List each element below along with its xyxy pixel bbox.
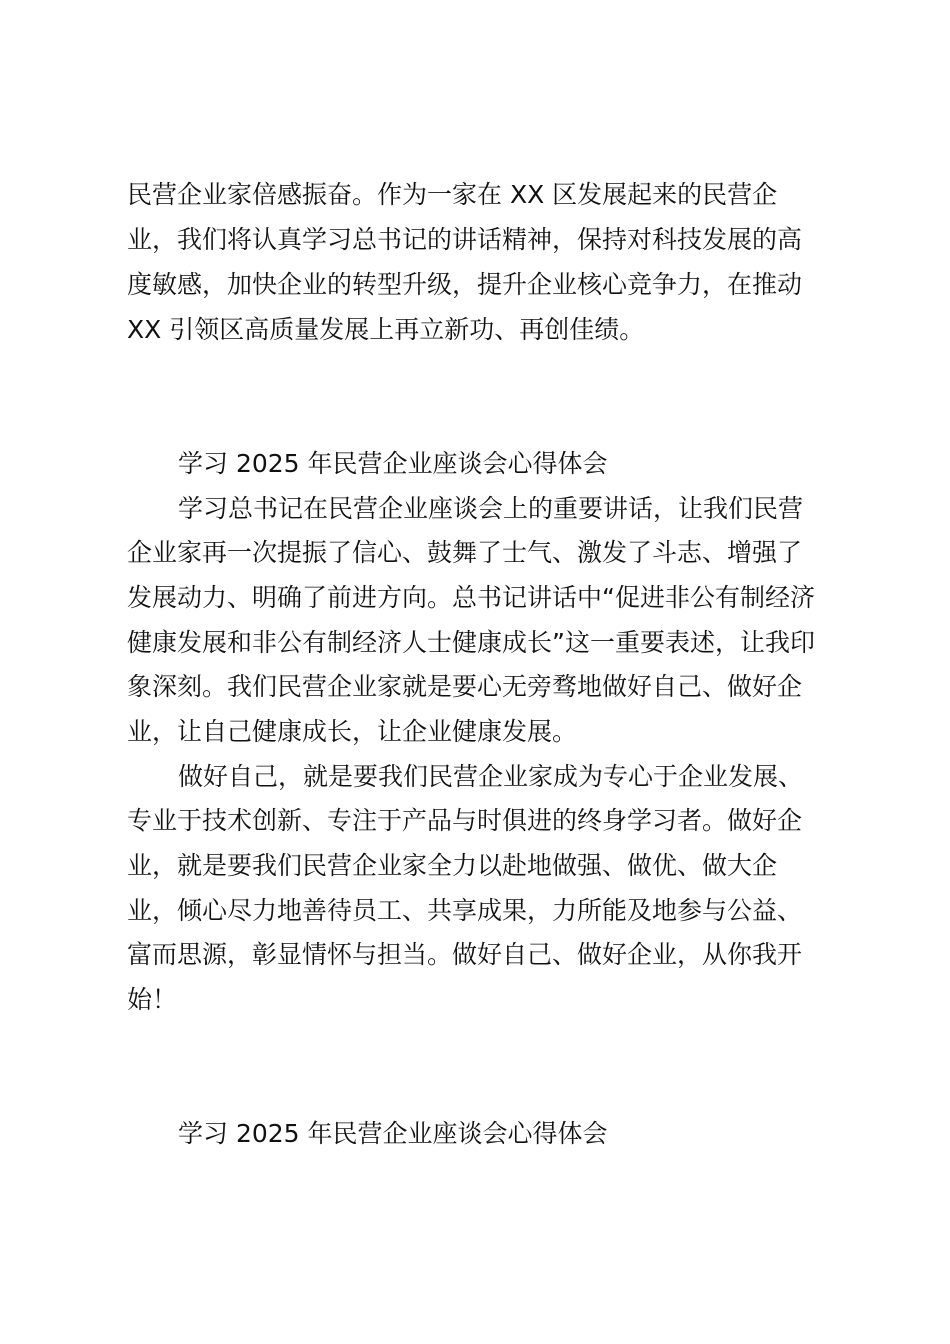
paragraph-3-line-6: 始！ — [127, 985, 178, 1014]
paragraph-2-line-6: 业，让自己健康成长，让企业健康发展。 — [127, 717, 578, 746]
paragraph-3-line-3: 业，就是要我们民营企业家全力以赴地做强、做优、做大企 — [127, 851, 778, 880]
paragraph-2-line-4: 健康发展和非公有制经济人士健康成长”这一重要表述，让我印 — [127, 628, 815, 657]
paragraph-2-line-1: 学习总书记在民营企业座谈会上的重要讲话，让我们民营 — [178, 494, 804, 523]
paragraph-1-line-1: 民营企业家倍感振奋。作为一家在 XX 区发展起来的民营企 — [127, 180, 778, 209]
paragraph-3-line-5: 富而思源，彰显情怀与担当。做好自己、做好企业，从你我开 — [127, 940, 803, 969]
paragraph-1-line-3: 度敏感，加快企业的转型升级，提升企业核心竞争力，在推动 — [127, 270, 803, 299]
paragraph-3-line-1: 做好自己，就是要我们民营企业家成为专心于企业发展、 — [178, 762, 804, 791]
section-title-1: 学习 2025 年民营企业座谈会心得体会 — [178, 449, 608, 478]
paragraph-2-line-2: 企业家再一次提振了信心、鼓舞了士气、激发了斗志、增强了 — [127, 538, 803, 567]
paragraph-2-line-3: 发展动力、明确了前进方向。总书记讲话中“促进非公有制经济 — [127, 583, 815, 612]
paragraph-1-line-4: XX 引领区高质量发展上再立新功、再创佳绩。 — [127, 315, 645, 344]
section-title-2: 学习 2025 年民营企业座谈会心得体会 — [178, 1119, 608, 1148]
paragraph-1-line-2: 业，我们将认真学习总书记的讲话精神，保持对科技发展的高 — [127, 225, 803, 254]
paragraph-3-line-4: 业，倾心尽力地善待员工、共享成果，力所能及地参与公益、 — [127, 896, 803, 925]
paragraph-2-line-5: 象深刻。我们民营企业家就是要心无旁骛地做好自己、做好企 — [127, 672, 803, 701]
paragraph-3-line-2: 专业于技术创新、专注于产品与时俱进的终身学习者。做好企 — [127, 806, 803, 835]
